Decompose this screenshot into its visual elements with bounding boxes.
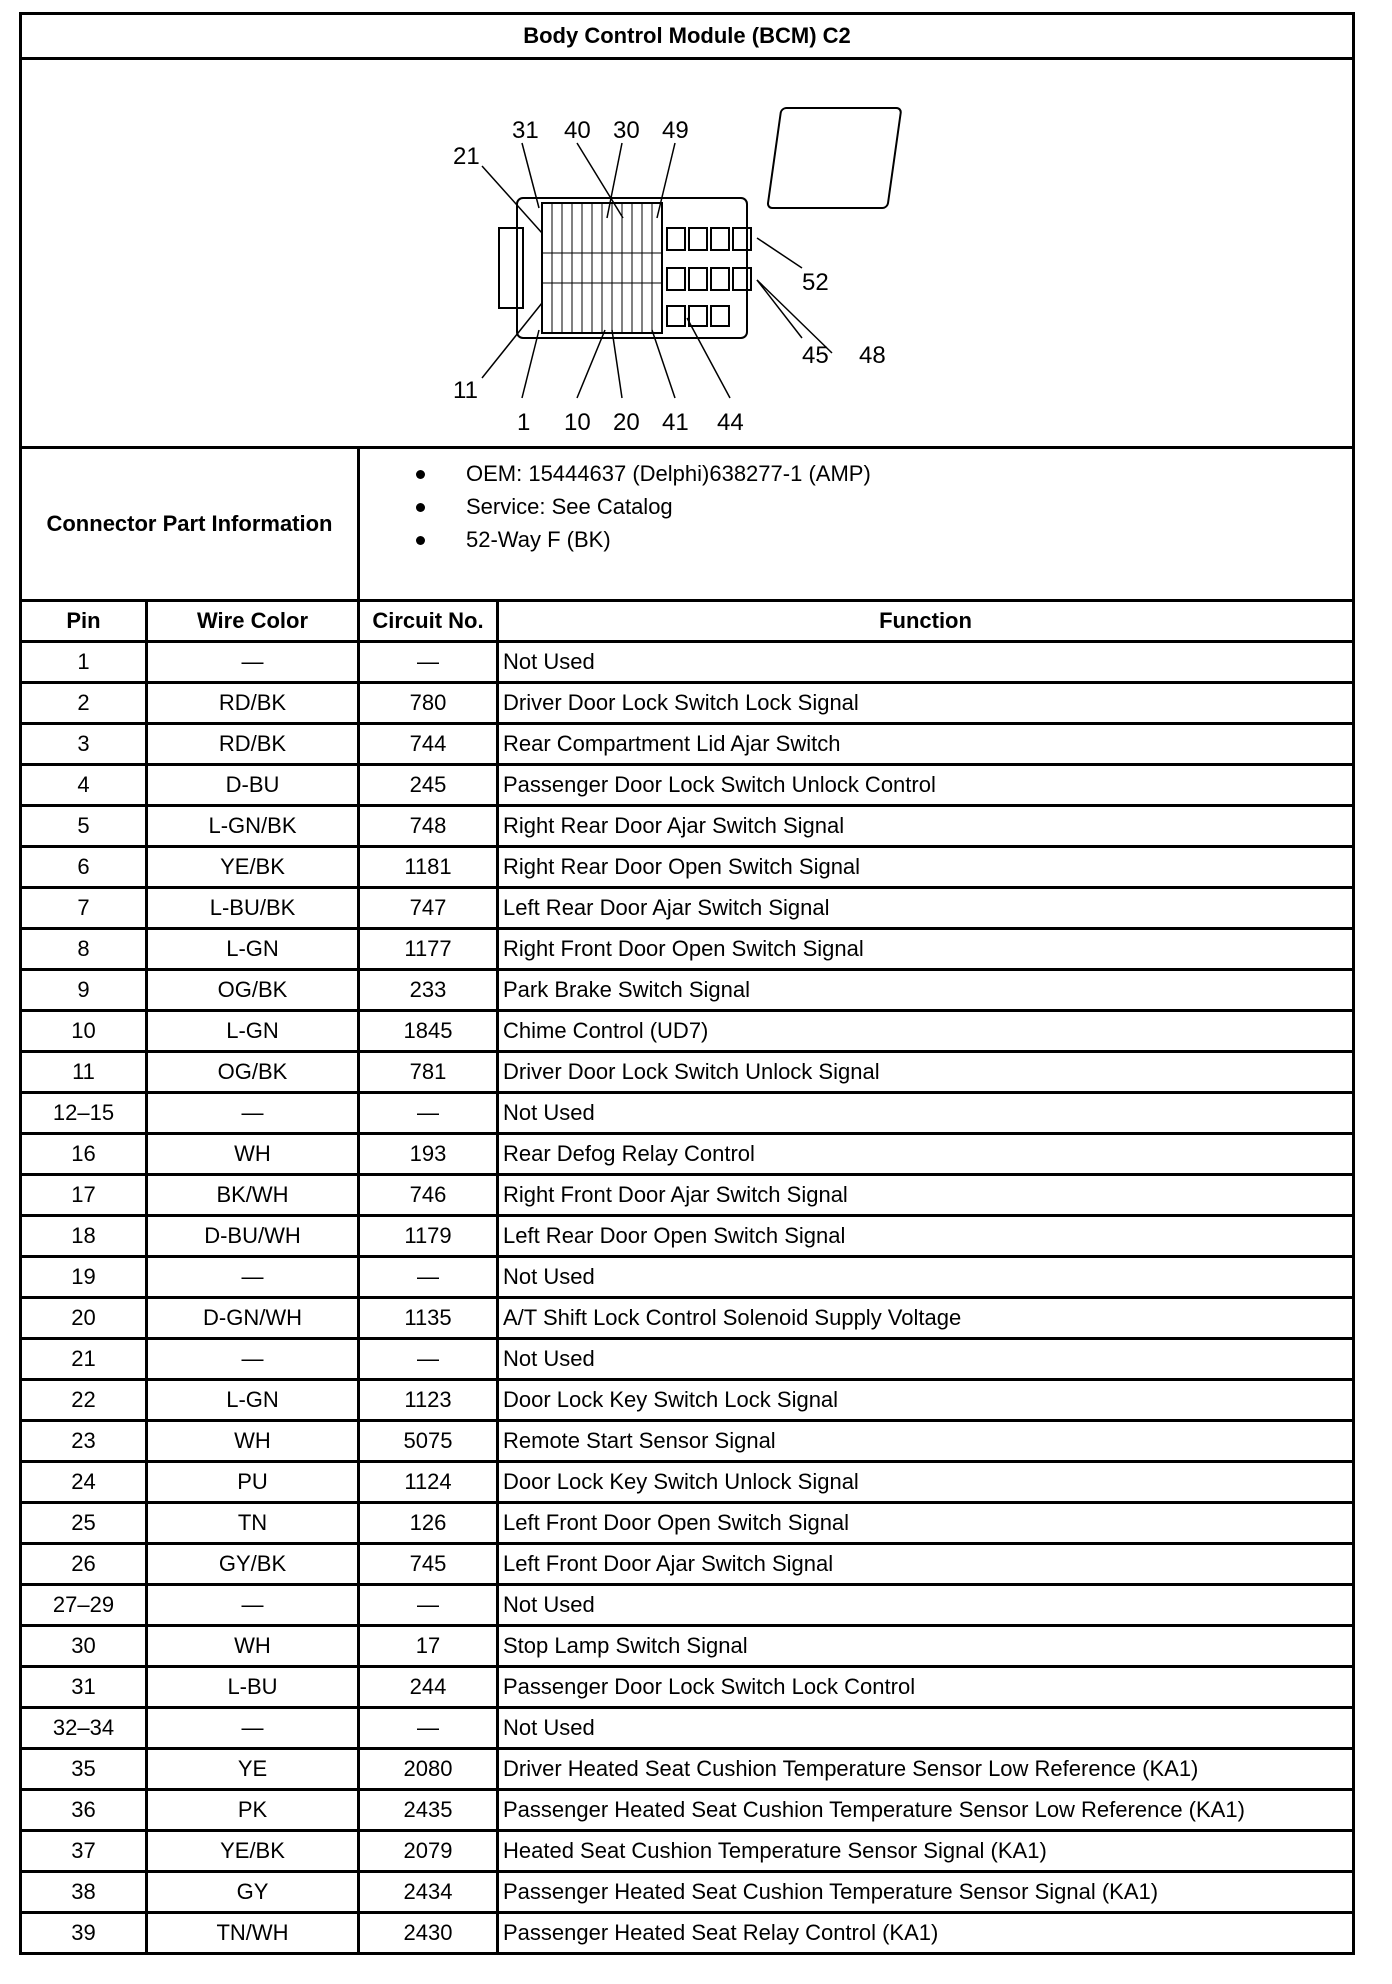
- cell-function: Not Used: [498, 1093, 1354, 1134]
- cell-function: Not Used: [498, 1339, 1354, 1380]
- cell-pin: 32–34: [21, 1708, 147, 1749]
- table-row: [21, 765, 1354, 806]
- cell-circuit: 1179: [359, 1216, 498, 1257]
- pin-label: 41: [662, 409, 689, 436]
- cell-function: Rear Defog Relay Control: [498, 1134, 1354, 1175]
- cell-function: Driver Heated Seat Cushion Temperature Sensor Low Reference (KA1): [498, 1749, 1354, 1790]
- cell-wire-color: GY/BK: [147, 1544, 359, 1585]
- connector-info-label: Connector Part Information: [21, 448, 359, 601]
- cell-pin: 10: [21, 1011, 147, 1052]
- cell-circuit: 126: [359, 1503, 498, 1544]
- cell-wire-color: YE: [147, 1749, 359, 1790]
- table-row: [21, 1052, 1354, 1093]
- cell-wire-color: PK: [147, 1790, 359, 1831]
- cell-wire-color: BK/WH: [147, 1175, 359, 1216]
- cell-pin: 24: [21, 1462, 147, 1503]
- cell-pin: 11: [21, 1052, 147, 1093]
- cell-circuit: —: [359, 1708, 498, 1749]
- table-row: [21, 1380, 1354, 1421]
- cell-circuit: 2435: [359, 1790, 498, 1831]
- table-row: [21, 806, 1354, 847]
- cell-pin: 8: [21, 929, 147, 970]
- pin-label: 11: [453, 377, 478, 404]
- cell-wire-color: L-GN/BK: [147, 806, 359, 847]
- pin-label: 45: [802, 342, 829, 369]
- cell-function: Not Used: [498, 642, 1354, 683]
- cell-circuit: 2430: [359, 1913, 498, 1954]
- cell-circuit: 747: [359, 888, 498, 929]
- cell-wire-color: TN/WH: [147, 1913, 359, 1954]
- cell-function: Driver Door Lock Switch Lock Signal: [498, 683, 1354, 724]
- cell-wire-color: L-BU/BK: [147, 888, 359, 929]
- table-row: [21, 1093, 1354, 1134]
- cell-circuit: 17: [359, 1626, 498, 1667]
- cell-pin: 39: [21, 1913, 147, 1954]
- connector-diagram: [21, 59, 1354, 448]
- cell-wire-color: D-BU/WH: [147, 1216, 359, 1257]
- table-row: [21, 1462, 1354, 1503]
- cell-circuit: 1135: [359, 1298, 498, 1339]
- table-row: [21, 1544, 1354, 1585]
- pin-label: 49: [662, 117, 689, 144]
- cell-wire-color: L-GN: [147, 1380, 359, 1421]
- pin-label: 40: [564, 117, 591, 144]
- cell-pin: 38: [21, 1872, 147, 1913]
- cell-wire-color: L-GN: [147, 1011, 359, 1052]
- cell-wire-color: WH: [147, 1421, 359, 1462]
- cell-function: Passenger Door Lock Switch Unlock Control: [498, 765, 1354, 806]
- cell-circuit: 745: [359, 1544, 498, 1585]
- pin-label: 20: [613, 409, 640, 436]
- connector-table: [19, 12, 1355, 1955]
- info-item: 52-Way F (BK): [414, 523, 1348, 556]
- cell-function: Driver Door Lock Switch Unlock Signal: [498, 1052, 1354, 1093]
- cell-circuit: —: [359, 1093, 498, 1134]
- table-title: Body Control Module (BCM) C2: [21, 14, 1354, 59]
- table-row: [21, 683, 1354, 724]
- cell-circuit: 2434: [359, 1872, 498, 1913]
- table-row: [21, 1872, 1354, 1913]
- cell-wire-color: RD/BK: [147, 724, 359, 765]
- cell-pin: 21: [21, 1339, 147, 1380]
- cell-wire-color: —: [147, 1093, 359, 1134]
- cell-wire-color: L-GN: [147, 929, 359, 970]
- cell-function: Park Brake Switch Signal: [498, 970, 1354, 1011]
- cell-wire-color: —: [147, 1257, 359, 1298]
- cell-pin: 23: [21, 1421, 147, 1462]
- pin-label: 48: [859, 342, 886, 369]
- header-function: Function: [498, 601, 1354, 642]
- cell-function: Remote Start Sensor Signal: [498, 1421, 1354, 1462]
- table-row: [21, 847, 1354, 888]
- cell-wire-color: OG/BK: [147, 970, 359, 1011]
- table-row: [21, 1626, 1354, 1667]
- cell-pin: 2: [21, 683, 147, 724]
- cell-function: Left Front Door Ajar Switch Signal: [498, 1544, 1354, 1585]
- table-row: [21, 1175, 1354, 1216]
- pin-label: 1: [517, 409, 531, 436]
- pin-label: 44: [717, 409, 744, 436]
- cell-wire-color: YE/BK: [147, 1831, 359, 1872]
- cell-pin: 5: [21, 806, 147, 847]
- cell-wire-color: TN: [147, 1503, 359, 1544]
- cell-function: Rear Compartment Lid Ajar Switch: [498, 724, 1354, 765]
- table-row: [21, 1134, 1354, 1175]
- table-row: [21, 642, 1354, 683]
- cell-function: Chime Control (UD7): [498, 1011, 1354, 1052]
- cell-function: Right Rear Door Open Switch Signal: [498, 847, 1354, 888]
- pin-label: 31: [512, 117, 539, 144]
- cell-function: Not Used: [498, 1708, 1354, 1749]
- cell-function: Right Front Door Open Switch Signal: [498, 929, 1354, 970]
- cell-pin: 26: [21, 1544, 147, 1585]
- pin-label: 21: [453, 143, 480, 170]
- cell-function: Passenger Heated Seat Relay Control (KA1): [498, 1913, 1354, 1954]
- cell-circuit: 1181: [359, 847, 498, 888]
- cell-pin: 4: [21, 765, 147, 806]
- cell-pin: 19: [21, 1257, 147, 1298]
- table-row: [21, 1708, 1354, 1749]
- cell-pin: 36: [21, 1790, 147, 1831]
- cell-circuit: 781: [359, 1052, 498, 1093]
- cell-function: Door Lock Key Switch Unlock Signal: [498, 1462, 1354, 1503]
- cell-circuit: 233: [359, 970, 498, 1011]
- cell-wire-color: —: [147, 642, 359, 683]
- cell-function: Not Used: [498, 1257, 1354, 1298]
- cell-pin: 16: [21, 1134, 147, 1175]
- cell-wire-color: —: [147, 1339, 359, 1380]
- header-row: [21, 601, 1354, 642]
- connector-drawing: [427, 68, 947, 438]
- cell-wire-color: YE/BK: [147, 847, 359, 888]
- cell-circuit: 5075: [359, 1421, 498, 1462]
- cell-pin: 37: [21, 1831, 147, 1872]
- cell-pin: 9: [21, 970, 147, 1011]
- cell-circuit: 1123: [359, 1380, 498, 1421]
- cell-wire-color: —: [147, 1585, 359, 1626]
- cell-circuit: 1845: [359, 1011, 498, 1052]
- table-row: [21, 1667, 1354, 1708]
- cell-function: Right Rear Door Ajar Switch Signal: [498, 806, 1354, 847]
- cell-function: Left Front Door Open Switch Signal: [498, 1503, 1354, 1544]
- cell-wire-color: WH: [147, 1134, 359, 1175]
- cell-function: Passenger Heated Seat Cushion Temperature Sensor Signal (KA1): [498, 1872, 1354, 1913]
- table-row: [21, 1298, 1354, 1339]
- cell-circuit: —: [359, 1257, 498, 1298]
- cell-pin: 6: [21, 847, 147, 888]
- cell-pin: 31: [21, 1667, 147, 1708]
- cell-pin: 1: [21, 642, 147, 683]
- cell-wire-color: L-BU: [147, 1667, 359, 1708]
- table-row: [21, 1257, 1354, 1298]
- cell-function: Passenger Door Lock Switch Lock Control: [498, 1667, 1354, 1708]
- cell-circuit: 744: [359, 724, 498, 765]
- cell-wire-color: WH: [147, 1626, 359, 1667]
- info-item: Service: See Catalog: [414, 490, 1348, 523]
- cell-circuit: 746: [359, 1175, 498, 1216]
- cell-wire-color: —: [147, 1708, 359, 1749]
- cell-function: Door Lock Key Switch Lock Signal: [498, 1380, 1354, 1421]
- cell-circuit: 748: [359, 806, 498, 847]
- cell-pin: 12–15: [21, 1093, 147, 1134]
- table-row: [21, 888, 1354, 929]
- cell-pin: 22: [21, 1380, 147, 1421]
- header-circuit: Circuit No.: [359, 601, 498, 642]
- header-pin: Pin: [21, 601, 147, 642]
- cell-circuit: —: [359, 1339, 498, 1380]
- cell-wire-color: RD/BK: [147, 683, 359, 724]
- cell-function: Heated Seat Cushion Temperature Sensor Signal (KA1): [498, 1831, 1354, 1872]
- cell-circuit: 780: [359, 683, 498, 724]
- cell-pin: 7: [21, 888, 147, 929]
- cell-circuit: 1124: [359, 1462, 498, 1503]
- table-row: [21, 929, 1354, 970]
- cell-function: A/T Shift Lock Control Solenoid Supply Voltage: [498, 1298, 1354, 1339]
- connector-info: [359, 448, 1354, 601]
- cell-circuit: 244: [359, 1667, 498, 1708]
- cell-circuit: 193: [359, 1134, 498, 1175]
- pin-label: 10: [564, 409, 591, 436]
- cell-circuit: 1177: [359, 929, 498, 970]
- header-wire-color: Wire Color: [147, 601, 359, 642]
- table-row: [21, 1585, 1354, 1626]
- cell-circuit: 2079: [359, 1831, 498, 1872]
- info-item: OEM: 15444637 (Delphi)638277-1 (AMP): [414, 457, 1348, 490]
- cell-pin: 30: [21, 1626, 147, 1667]
- table-row: [21, 1790, 1354, 1831]
- cell-function: Not Used: [498, 1585, 1354, 1626]
- table-row: [21, 1216, 1354, 1257]
- cell-wire-color: D-BU: [147, 765, 359, 806]
- table-row: [21, 1749, 1354, 1790]
- table-row: [21, 1421, 1354, 1462]
- cell-pin: 27–29: [21, 1585, 147, 1626]
- cell-pin: 20: [21, 1298, 147, 1339]
- cell-wire-color: PU: [147, 1462, 359, 1503]
- cell-pin: 35: [21, 1749, 147, 1790]
- cell-pin: 25: [21, 1503, 147, 1544]
- cell-function: Left Rear Door Ajar Switch Signal: [498, 888, 1354, 929]
- table-row: [21, 1339, 1354, 1380]
- table-row: [21, 1831, 1354, 1872]
- cell-pin: 17: [21, 1175, 147, 1216]
- table-row: [21, 1913, 1354, 1954]
- cell-function: Stop Lamp Switch Signal: [498, 1626, 1354, 1667]
- pin-label: 52: [802, 269, 829, 296]
- table-row: [21, 1011, 1354, 1052]
- pin-label: 30: [613, 117, 640, 144]
- table-row: [21, 724, 1354, 765]
- cell-wire-color: OG/BK: [147, 1052, 359, 1093]
- cell-function: Left Rear Door Open Switch Signal: [498, 1216, 1354, 1257]
- table-row: [21, 970, 1354, 1011]
- cell-pin: 18: [21, 1216, 147, 1257]
- cell-function: Right Front Door Ajar Switch Signal: [498, 1175, 1354, 1216]
- cell-circuit: —: [359, 1585, 498, 1626]
- cell-function: Passenger Heated Seat Cushion Temperature Sensor Low Reference (KA1): [498, 1790, 1354, 1831]
- cell-circuit: 2080: [359, 1749, 498, 1790]
- table-row: [21, 1503, 1354, 1544]
- cell-circuit: —: [359, 642, 498, 683]
- cell-circuit: 245: [359, 765, 498, 806]
- cell-wire-color: D-GN/WH: [147, 1298, 359, 1339]
- cell-wire-color: GY: [147, 1872, 359, 1913]
- cell-pin: 3: [21, 724, 147, 765]
